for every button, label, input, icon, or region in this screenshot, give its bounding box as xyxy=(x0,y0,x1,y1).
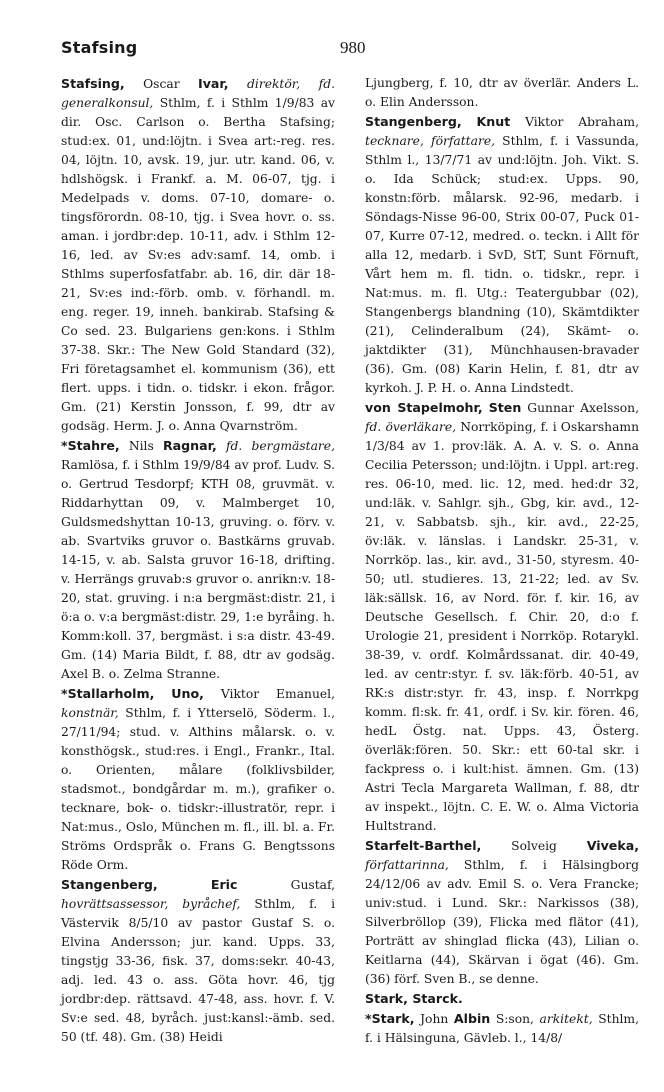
entry-given-names-rest: Viktor Emanuel, xyxy=(203,687,335,701)
entry-called-name: Sten xyxy=(488,400,522,415)
entry-called-name: Ivar, xyxy=(198,76,229,91)
entry-occupation: fd. bergmästare, xyxy=(225,439,335,453)
entry-body: Sthlm, f. i Ytterselö, Söderm. l., 27/11/94; stud. v. Althins målarsk. o. v. konsthögsk., stud:res. i Engl., Frankr., Ital. o. Orienten, målare (folklivsbilder, stadsmot., bondgårdar m. m.), grafiker o. tecknare, bok- o. tidskr:-illustratör, repr. i Nat:mus., Oslo, München m. fl., ill. bl. a. Fr. Ströms Ordspråk o. Frans G. Bengtssons Röde Orm. xyxy=(61,706,335,872)
biography-entry xyxy=(365,836,639,989)
entry-surname: Stafsing, xyxy=(61,76,125,91)
entry-called-name: Ragnar, xyxy=(162,438,217,453)
entry-given-names: Nils xyxy=(128,439,163,453)
biography-entry xyxy=(61,684,335,875)
entry-occupation: arkitekt, xyxy=(539,1012,593,1026)
entry-surname: von Stapelmohr, xyxy=(365,400,483,415)
entry-body: Sthlm, f. i Sthlm 1/9/83 av dir. Osc. Carlson o. Bertha Stafsing; stud:ex. 01, und:löjtn. i Svea art:-reg. res. 04, löjtn. 10, avsk. 19, jur. utr. kand. 06, v. hdlshögsk. i Frankf. a. M. 06-07, tjg. i Medelpads v. doms. 07-10, domare- o. tingsförordn. 08-10, tjg. i Svea hovr. o. ss. aman. i jordbr:dep. 10-11, adv. i Sthlm 12-16, led. av Sv:es adv:samf. 14, omb. i Sthlms superfosfatfabr. ab. 16, dir. där 18-21, Sv:es ind:-förb. omb. v. förhandl. m. eng. reger. 19, inneh. bankirab. Stafsing & Co sed. 23. Bulgariens gen:kons. i Sthlm 37-38. Skr.: The New Gold Standard (32), Fri företagsamhet el. kommunism (36), ett flert. upps. i tidn. o. tidskr. i ekon. frågor. Gm. (21) Kerstin Jonsson, f. 99, dtr av godsäg. Herm. J. o. Anna Qvarnström. xyxy=(61,96,335,433)
entry-surname: *Stark, xyxy=(365,1011,415,1026)
entry-surname: Stangenberg, xyxy=(61,877,158,892)
entry-called-name: Knut xyxy=(476,114,511,129)
entry-given-names: Oscar xyxy=(143,77,199,91)
biography-entry xyxy=(365,112,639,398)
biography-entry xyxy=(61,74,335,436)
right-column xyxy=(365,74,639,1048)
page-number: 980 xyxy=(340,38,366,57)
entry-body: Sthlm, f. i Hälsingborg 24/12/06 av adv. Emil S. o. Vera Francke; univ:stud. i Lund. Skr.: Narkissos (38), Silverbröllop (39), Flicka med flätor (41), Porträtt av shinglad flicka (43), Lilian o. Keitlarna (44), Skärvan i ögat (46). Gm. (36) förf. Sven B., se denne. xyxy=(365,858,639,986)
entry-surname: *Stallarholm, xyxy=(61,686,155,701)
entry-surname: Starfelt-Barthel, xyxy=(365,838,482,853)
biography-entry xyxy=(365,398,639,836)
biography-entry xyxy=(365,1009,639,1048)
entry-given-names-rest: Viktor Abraham, xyxy=(510,115,639,129)
entry-occupation: fd. överläkare, xyxy=(365,420,457,434)
entry-continuation: Ljungberg, f. 10, dtr av överlär. Anders L. o. Elin Andersson. xyxy=(365,76,639,109)
entry-given-names-rest: Gunnar Axelsson, xyxy=(521,401,639,415)
entry-occupation: konstnär, xyxy=(61,706,119,720)
entry-occupation: tecknare, författare, xyxy=(365,134,496,148)
entry-called-name: Viveka, xyxy=(586,838,639,853)
page-header xyxy=(61,38,623,66)
entry-given-names-rest: S:son, xyxy=(490,1012,534,1026)
entry-given-names-rest: Gustaf, xyxy=(237,878,335,892)
biography-entry xyxy=(61,436,335,684)
entry-surname: Stark, Starck. xyxy=(365,991,463,1006)
entry-called-name: Eric xyxy=(210,877,238,892)
left-column xyxy=(61,74,335,1047)
running-head: Stafsing xyxy=(61,38,138,57)
entry-called-name: Uno, xyxy=(171,686,204,701)
biography-entry xyxy=(61,875,335,1047)
entry-occupation: hovrättsassessor, byråchef, xyxy=(61,897,241,911)
entry-body: Norrköping, f. i Oskarshamn 1/3/84 av 1. prov:läk. A. A. v. S. o. Anna Cecilia Petersson; und:löjtn. i Uppl. art:reg. res. 06-10, med. lic. 12, med. hed:dr 32, und:läk. v. Sahlgr. sjh., Gbg, kir. avd., 12-21, v. Sabbatsb. sjh., kir. avd., 22-25, öv:läk. v. länslas. i Landskr. 25-31, v. Norrköp. las., kir. avd., 31-50, styresm. 40-50; utl. studieres. 13, 21-22; led. av Sv. läk:sällsk. 16, av Nord. för. f. kir. 16, av Deutsche Gesellsch. f. Chir. 20, d:o f. Urologie 21, president i Norrköp. Rotarykl. 38-39, v. ordf. Kolmårdssanat. dir. 40-49, led. av centr:styr. f. sv. läk:förb. 40-51, av RK:s distr:styr. fr. 43, insp. f. Norrkpg komm. fl:sk. fr. 41, ordf. i Sv. kir. fören. 46, hedL Östg. nat. Upps. 43, Österg. överläk:fören. 50. Skr.: ett 60-tal skr. i fackpress o. i kult:hist. ämnen. Gm. (13) Astri Tecla Margareta Wallman, f. 88, dtr av inspekt., löjtn. C. E. W. o. Alma Victoria Hultstrand. xyxy=(365,420,639,833)
entry-body: Ramlösa, f. i Sthlm 19/9/84 av prof. Ludv. S. o. Gertrud Tesdorpf; KTH 08, gruvmät. v. Riddarhyttan 09, v. Malmberget 10, Guldsmedshyttan 10-13, gruving. o. förv. v. ab. Svartviks gruvor o. Bastkärns gruvab. 14-15, v. ab. Salsta gruvor 16-18, drifting. v. Herrängs gruvab:s gruvor o. anrikn:v. 18-20, stat. gruving. i n:a bergmäst:distr. 21, i ö:a o. v:a bergmäst:distr. 29, 1:e byråing. h. Komm:koll. 37, bergmäst. i s:a distr. 43-49. Gm. (14) Maria Bildt, f. 88, dtr av godsäg. Axel B. o. Zelma Stranne. xyxy=(61,458,335,681)
entry-occupation: direktör, fd. generalkonsul, xyxy=(61,77,335,110)
entry-occupation: författarinna, xyxy=(365,858,449,872)
entry-given-names: Solveig xyxy=(511,839,587,853)
entry-given-names: John xyxy=(420,1012,454,1026)
entry-called-name: Albin xyxy=(453,1011,491,1026)
entry-body: Sthlm, f. i Västervik 8/5/10 av pastor Gustaf S. o. Elvina Andersson; jur. kand. Upps. 33, tingstjg 33-36, fisk. 37, doms:sekr. 40-43, adj. led. 43 o. ass. Göta hovr. 46, tjg jordbr:dep. rättsavd. 47-48, ass. hovr. f. V. Sv:e sed. 48, byråch. just:kansl:-ämb. sed. 50 (tf. 48). Gm. (38) Heidi xyxy=(61,897,335,1044)
entry-body: Sthlm, f. i Vassunda, Sthlm l., 13/7/71 av und:löjtn. Joh. Vikt. S. o. Ida Schück; stud:ex. Upps. 90, konstn:förb. målarsk. 92-96, medarb. i Söndags-Nisse 96-00, Strix 00-07, Puck 01-07, Kurre 07-12, medred. o. teckn. i Allt för alla 12, medarb. i SvD, StT, Sunt Förnuft, Vårt hem m. fl. tidn. o. tidskr., repr. i Nat:mus. m. fl. Utg.: Teatergubbar (02), Stangenbergs blandning (10), Skämtdikter (21), Celinderalbum (24), Skämt- o. jaktdikter (31), Münchhausen-bravader (36). Gm. (08) Karin Helin, f. 81, dtr av kyrkoh. J. P. H. o. Anna Lindstedt. xyxy=(365,134,639,395)
cross-reference-heading xyxy=(365,989,639,1009)
entry-body: Sthlm, f. i Hälsinguna, Gävleb. l., 14/8/ xyxy=(365,1012,639,1045)
entry-surname: Stangenberg, xyxy=(365,114,462,129)
entry-surname: *Stahre, xyxy=(61,438,120,453)
